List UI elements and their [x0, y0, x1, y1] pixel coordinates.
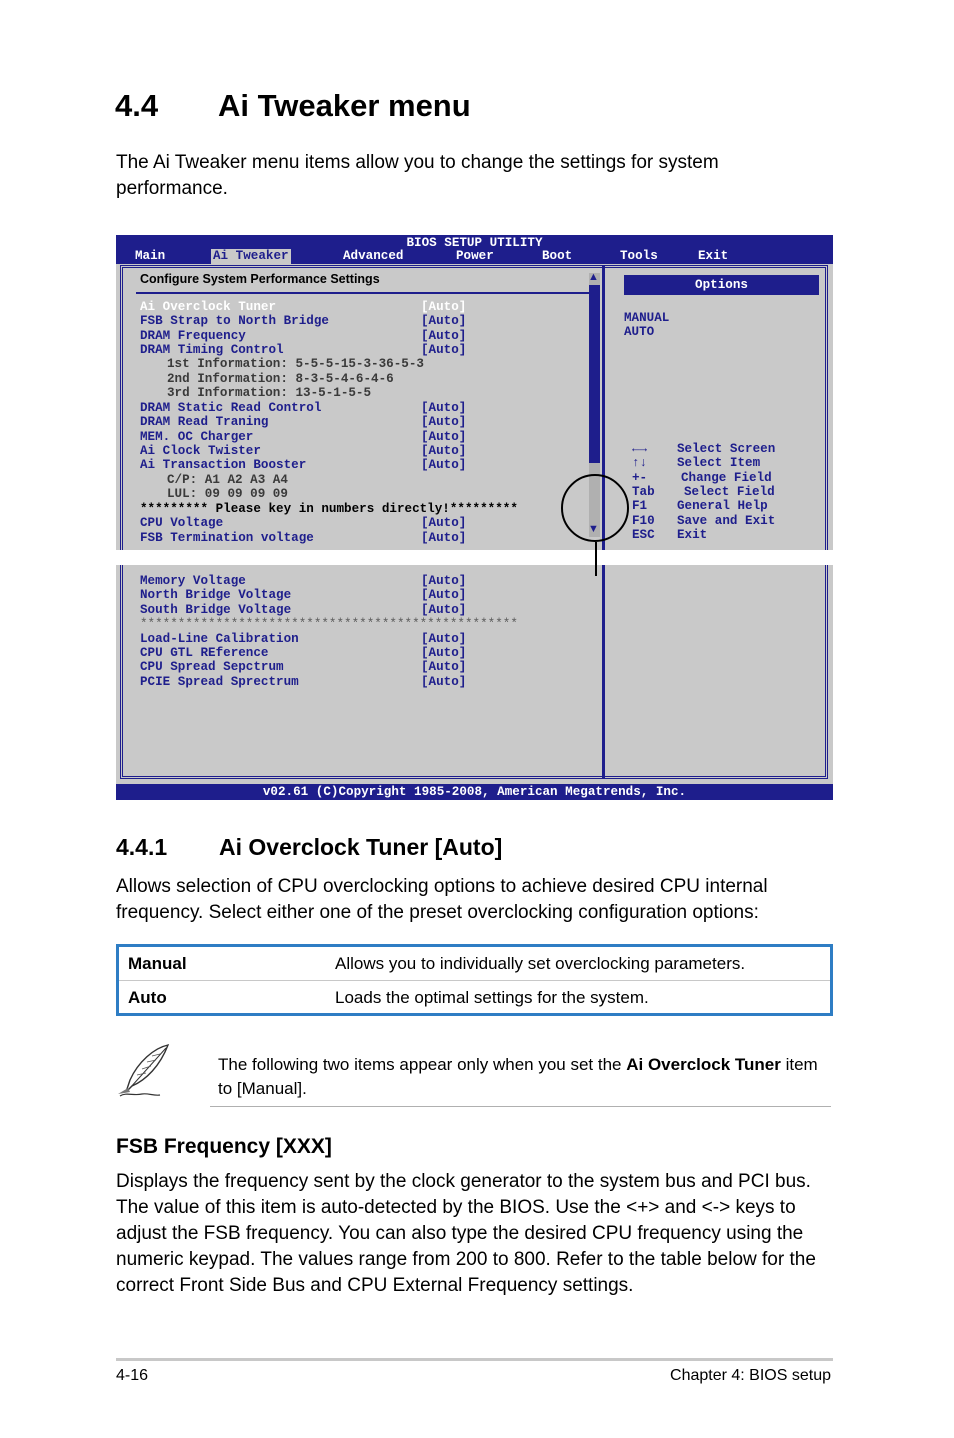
subsection-intro: Allows selection of CPU overclocking options to achieve desired CPU internal frequency. Select either one of the preset overclocking configuration options:	[116, 876, 768, 923]
bios-menu-ai-tweaker[interactable]: Ai Tweaker	[213, 249, 289, 263]
chapter-label: Chapter 4: BIOS setup	[670, 1367, 831, 1384]
bios-key-f1: F1	[632, 499, 648, 513]
feather-pen-icon	[116, 1042, 174, 1100]
bios-key-f10: F10	[632, 514, 655, 528]
table-row	[119, 947, 830, 980]
bios-menu-advanced[interactable]: Advanced	[343, 249, 404, 263]
bios-timing-info-3: 3rd Information: 13-5-1-5-5	[167, 386, 372, 400]
bios-key-desc-select-item: Select Item	[677, 456, 761, 470]
bios-key-desc-exit: Exit	[677, 528, 708, 542]
screenshot-break	[116, 550, 833, 565]
bios-menu-tools[interactable]: Tools	[620, 249, 658, 263]
option-name: Auto	[128, 988, 167, 1007]
option-description: Allows you to individually set overclocking parameters.	[335, 954, 746, 973]
fsb-paragraph: Displays the frequency sent by the clock generator to the system bus and PCI bus. The value of this item is auto-detected by the BIOS. Use the <+> and <-> keys to adjust the FSB frequency. You can also type the desired CPU frequency using the numeric keypad. The values range from 200 to 800. Refer to the table below for the correct Front Side Bus and CPU External Frequency settings.	[116, 1171, 816, 1296]
bios-item-load-line-calibration[interactable]: Load-Line Calibration [Auto]	[140, 632, 467, 646]
bios-item-south-bridge-voltage[interactable]: South Bridge Voltage [Auto]	[140, 603, 467, 617]
bios-item-ai-transaction-booster[interactable]: Ai Transaction Booster [Auto]	[140, 458, 467, 472]
bios-item-ai-overclock-tuner[interactable]: Ai Overclock Tuner [Auto]	[140, 300, 467, 314]
bios-timing-info-1: 1st Information: 5-5-5-15-3-36-5-3	[167, 357, 424, 371]
note-divider	[210, 1106, 831, 1107]
table-row	[119, 980, 830, 1014]
subsection-heading	[116, 832, 502, 862]
bios-item-dram-static-read[interactable]: DRAM Static Read Control [Auto]	[140, 401, 467, 415]
scroll-down-icon[interactable]: ▼	[588, 523, 599, 535]
note-text: The following two items appear only when you set the Ai Overclock Tuner item to [Manual].	[218, 1055, 818, 1098]
bios-option-auto[interactable]: AUTO	[624, 325, 655, 339]
intro-paragraph: The Ai Tweaker menu items allow you to change the settings for system performance.	[116, 152, 719, 199]
bios-menu-main[interactable]: Main	[135, 249, 166, 263]
bios-key-desc-change-field: Change Field	[681, 471, 772, 485]
bios-menu-boot[interactable]: Boot	[542, 249, 573, 263]
arrows-left-right-icon: ←→	[632, 442, 648, 456]
bios-item-memory-voltage[interactable]: Memory Voltage [Auto]	[140, 574, 467, 588]
bios-utility-title: BIOS SETUP UTILITY	[406, 236, 543, 250]
scroll-callout-circle	[561, 474, 629, 542]
arrows-up-down-icon: ↑↓	[632, 456, 648, 470]
subsection-number: 4.4.1	[116, 834, 168, 860]
bios-item-fsb-termination-voltage[interactable]: FSB Termination voltage [Auto]	[140, 531, 467, 545]
option-description: Loads the optimal settings for the system.	[335, 988, 649, 1007]
section-title: Ai Tweaker menu	[218, 88, 471, 123]
bios-item-dram-frequency[interactable]: DRAM Frequency [Auto]	[140, 329, 467, 343]
scroll-up-icon[interactable]: ▲	[588, 271, 599, 283]
section-heading	[115, 86, 471, 126]
bios-key-desc-save-exit: Save and Exit	[677, 514, 776, 528]
bios-option-manual[interactable]: MANUAL	[624, 311, 670, 325]
bios-key-tab: Tab	[632, 485, 655, 499]
bios-cp-info: C/P: A1 A2 A3 A4	[167, 473, 288, 487]
bios-item-dram-read-traning[interactable]: DRAM Read Traning [Auto]	[140, 415, 467, 429]
bios-options-title: Options	[624, 275, 819, 295]
bios-item-dram-timing-control[interactable]: DRAM Timing Control [Auto]	[140, 343, 467, 357]
bios-key-desc-select-field: Select Field	[684, 485, 775, 499]
bios-menu-exit[interactable]: Exit	[698, 249, 729, 263]
page-number: 4-16	[116, 1367, 149, 1384]
bios-item-mem-oc-charger[interactable]: MEM. OC Charger [Auto]	[140, 430, 467, 444]
bios-item-cpu-gtl-reference[interactable]: CPU GTL REference [Auto]	[140, 646, 467, 660]
bios-item-cpu-spread-spectrum[interactable]: CPU Spread Sepctrum [Auto]	[140, 660, 467, 674]
bios-key-plus-minus: +-	[632, 471, 648, 485]
bios-key-desc-select-screen: Select Screen	[677, 442, 776, 456]
bios-section-header: Configure System Performance Settings	[140, 272, 380, 286]
bios-item-ai-clock-twister[interactable]: Ai Clock Twister [Auto]	[140, 444, 467, 458]
bios-section-underline	[136, 292, 592, 294]
bios-item-north-bridge-voltage[interactable]: North Bridge Voltage [Auto]	[140, 588, 467, 602]
section-number: 4.4	[115, 88, 159, 123]
bios-item-cpu-voltage[interactable]: CPU Voltage [Auto]	[140, 516, 467, 530]
note-bold: Ai Overclock Tuner	[626, 1055, 781, 1074]
fsb-heading: FSB Frequency [XXX]	[116, 1135, 332, 1158]
bios-menu-power[interactable]: Power	[456, 249, 494, 263]
bios-item-pcie-spread-spectrum[interactable]: PCIE Spread Sprectrum [Auto]	[140, 675, 467, 689]
bios-screenshot	[116, 235, 833, 800]
overclock-options-table	[116, 944, 833, 1016]
scroll-callout-line	[595, 542, 597, 576]
subsection-title: Ai Overclock Tuner [Auto]	[219, 834, 503, 860]
bios-lul-info: LUL: 09 09 09 09	[167, 487, 288, 501]
bios-timing-info-2: 2nd Information: 8-3-5-4-6-4-6	[167, 372, 394, 386]
bios-copyright-bar: v02.61 (C)Copyright 1985-2008, American Megatrends, Inc.	[116, 784, 833, 800]
bios-item-fsb-strap[interactable]: FSB Strap to North Bridge [Auto]	[140, 314, 467, 328]
bios-key-notice: ********* Please key in numbers directly!*********	[140, 502, 518, 516]
bios-separator: **************************************************	[140, 617, 518, 631]
option-name: Manual	[128, 954, 187, 973]
bios-scroll-thumb[interactable]	[589, 285, 600, 463]
bios-key-desc-general-help: General Help	[677, 499, 768, 513]
footer-divider	[116, 1358, 833, 1361]
bios-key-esc: ESC	[632, 528, 655, 542]
